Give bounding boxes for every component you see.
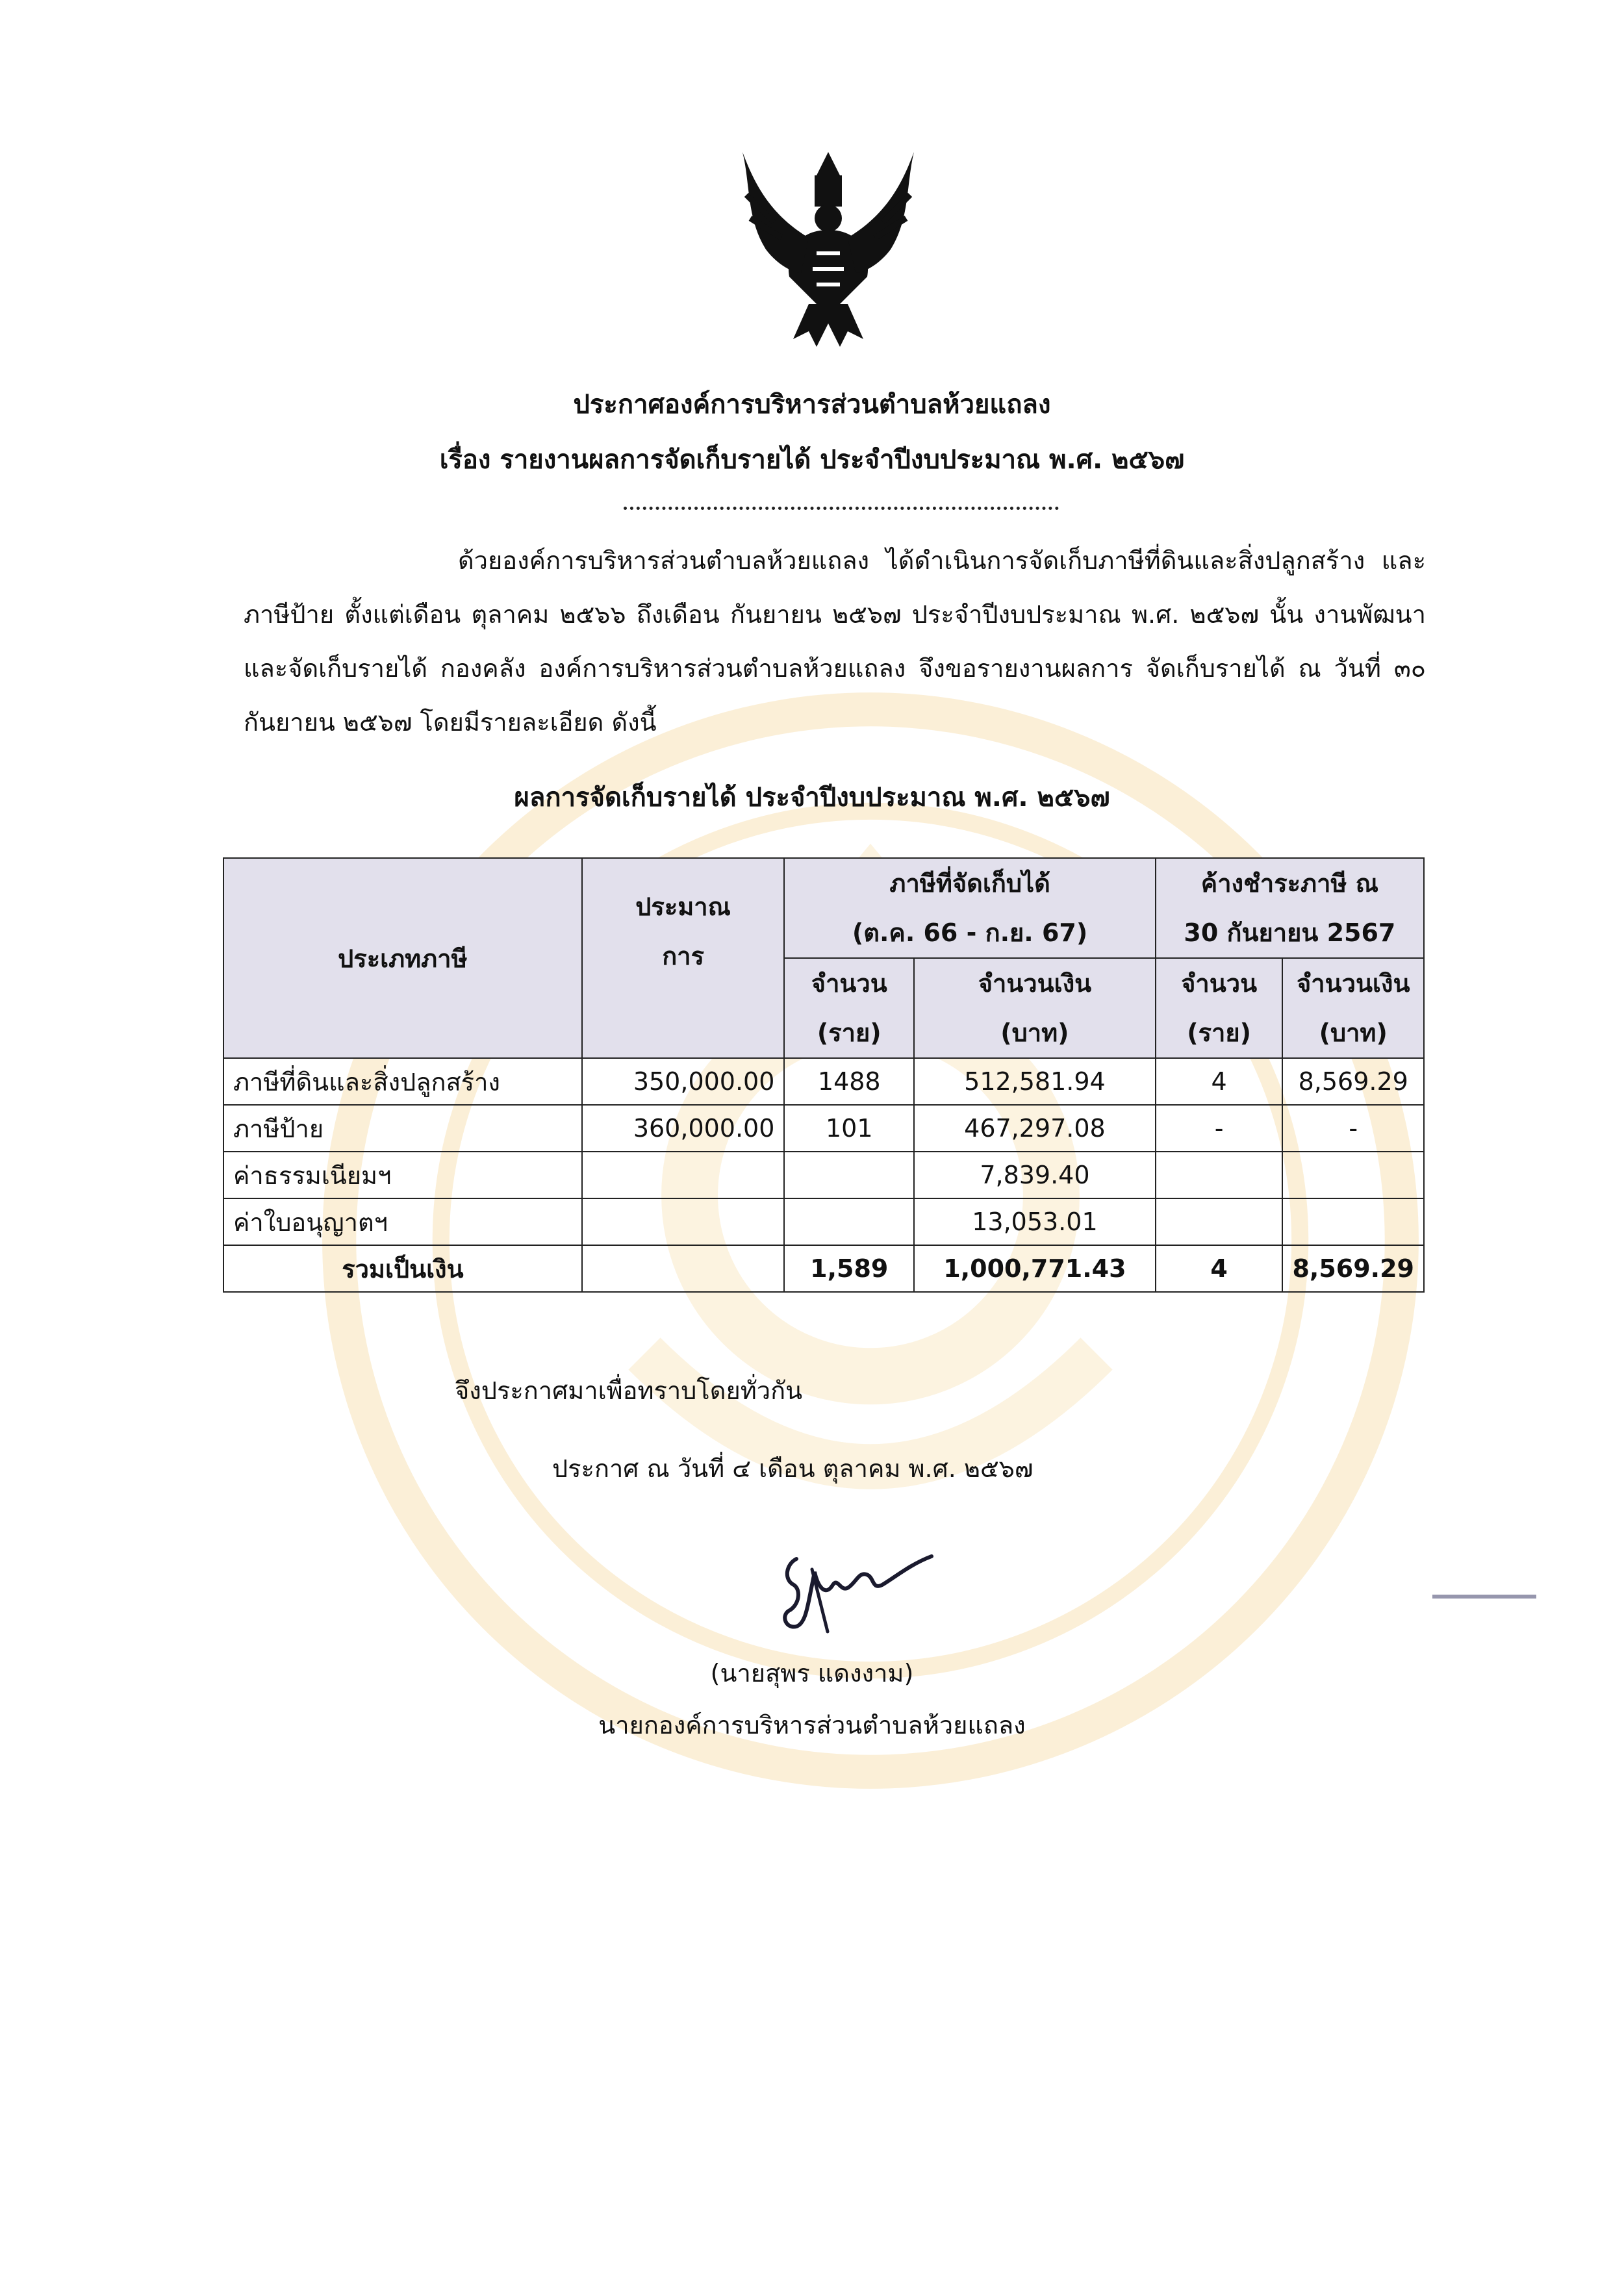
total-arrears-count: 4 — [1156, 1245, 1283, 1292]
count-unit: (ราย) — [817, 1018, 882, 1047]
row-arrears-amount: 8,569.29 — [1282, 1058, 1424, 1105]
row-arrears-count: 4 — [1156, 1058, 1283, 1105]
table-row — [223, 1152, 1424, 1198]
row-arrears-count: - — [1156, 1105, 1283, 1152]
dotted-divider — [624, 507, 1059, 510]
body-paragraph: ด้วยองค์การบริหารส่วนตำบลห้วยแถลง ได้ดำเนินการจัดเก็บภาษีที่ดินและสิ่งปลูกสร้าง และภาษีป้าย ตั้งแต่เดือน ตุลาคม ๒๕๖๖ ถึงเดือน กันยายน ๒๕๖๗ ประจำปีงบประมาณ พ.ศ. ๒๕๖๗ นั้น งานพัฒนาและจัดเก็บรายได้ กองคลัง องค์การบริหารส่วนตำบลห้วยแถลง จึงขอรายงานผลการ จัดเก็บรายได้ ณ วันที่ ๓๐ กันยายน ๒๕๖๗ โดยมีรายละเอียด ดังนี้ — [244, 546, 1426, 737]
arrears-count-label: จำนวน — [1181, 969, 1258, 998]
header-collected-amount — [914, 958, 1156, 1058]
arrears-amount-unit: (บาท) — [1319, 1018, 1388, 1047]
header-arrears-amount — [1282, 958, 1424, 1058]
announcement-subject: เรื่อง รายงานผลการจัดเก็บรายได้ ประจำปีงบประมาณ พ.ศ. ๒๕๖๗ — [439, 445, 1185, 475]
header-collected-line1: ภาษีที่จัดเก็บได้ — [889, 869, 1050, 898]
row-arrears-amount — [1282, 1152, 1424, 1198]
total-estimate — [582, 1245, 785, 1292]
header-arrears-line2: 30 กันยายน 2567 — [1184, 918, 1396, 947]
signer-position: นายกองค์การบริหารส่วนตำบลห้วยแถลง — [598, 1711, 1026, 1739]
row-amount: 467,297.08 — [914, 1105, 1156, 1152]
revenue-table — [223, 857, 1425, 1293]
row-amount: 7,839.40 — [914, 1152, 1156, 1198]
signer-name: (นายสุพร แดงงาม) — [710, 1659, 914, 1688]
header-arrears-line1: ค้างชำระภาษี ณ — [1200, 869, 1378, 898]
row-type: ภาษีป้าย — [223, 1105, 582, 1152]
table-row — [223, 1105, 1424, 1152]
amount-label: จำนวนเงิน — [978, 969, 1092, 998]
row-type: ค่าใบอนุญาตฯ — [223, 1198, 582, 1245]
row-count: 1488 — [784, 1058, 914, 1105]
header-collected-count — [784, 958, 914, 1058]
row-count: 101 — [784, 1105, 914, 1152]
row-estimate — [582, 1198, 785, 1245]
table-title: ผลการจัดเก็บรายได้ ประจำปีงบประมาณ พ.ศ. ๒๕๖๗ — [514, 783, 1110, 813]
scan-artifact — [1432, 1595, 1536, 1599]
header-tax-type: ประเภทภาษี — [223, 858, 582, 1058]
announcement-date: ประกาศ ณ วันที่ ๔ เดือน ตุลาคม พ.ศ. ๒๕๖๗ — [552, 1454, 1034, 1483]
header-estimate-line1: ประมาณ — [635, 892, 731, 921]
row-estimate — [582, 1152, 785, 1198]
closing-statement: จึงประกาศมาเพื่อทราบโดยทั่วกัน — [455, 1376, 803, 1405]
header-estimate-line2: การ — [662, 942, 704, 970]
header-arrears-count — [1156, 958, 1283, 1058]
row-arrears-amount: - — [1282, 1105, 1424, 1152]
total-row — [223, 1245, 1424, 1292]
row-arrears-amount — [1282, 1198, 1424, 1245]
amount-unit: (บาท) — [1000, 1018, 1069, 1047]
row-count — [784, 1198, 914, 1245]
header-arrears — [1156, 858, 1424, 958]
arrears-amount-label: จำนวนเงิน — [1297, 969, 1410, 998]
row-amount: 13,053.01 — [914, 1198, 1156, 1245]
arrears-count-unit: (ราย) — [1187, 1018, 1251, 1047]
handwritten-signature — [760, 1546, 942, 1643]
header-estimate — [582, 858, 785, 1058]
total-label: รวมเป็นเงิน — [223, 1245, 582, 1292]
row-arrears-count — [1156, 1198, 1283, 1245]
row-type: ค่าธรรมเนียมฯ — [223, 1152, 582, 1198]
row-type: ภาษีที่ดินและสิ่งปลูกสร้าง — [223, 1058, 582, 1105]
header-collected — [784, 858, 1155, 958]
total-arrears-amount: 8,569.29 — [1282, 1245, 1424, 1292]
table-row — [223, 1198, 1424, 1245]
row-count — [784, 1152, 914, 1198]
table-row — [223, 1058, 1424, 1105]
row-estimate: 360,000.00 — [582, 1105, 785, 1152]
header-collected-line2: (ต.ค. 66 - ก.ย. 67) — [852, 918, 1088, 947]
garuda-emblem-icon — [731, 136, 926, 351]
total-count: 1,589 — [784, 1245, 914, 1292]
total-amount: 1,000,771.43 — [914, 1245, 1156, 1292]
announcement-title: ประกาศองค์การบริหารส่วนตำบลห้วยแถลง — [573, 390, 1051, 420]
row-arrears-count — [1156, 1152, 1283, 1198]
count-label: จำนวน — [811, 969, 887, 998]
row-estimate: 350,000.00 — [582, 1058, 785, 1105]
row-amount: 512,581.94 — [914, 1058, 1156, 1105]
